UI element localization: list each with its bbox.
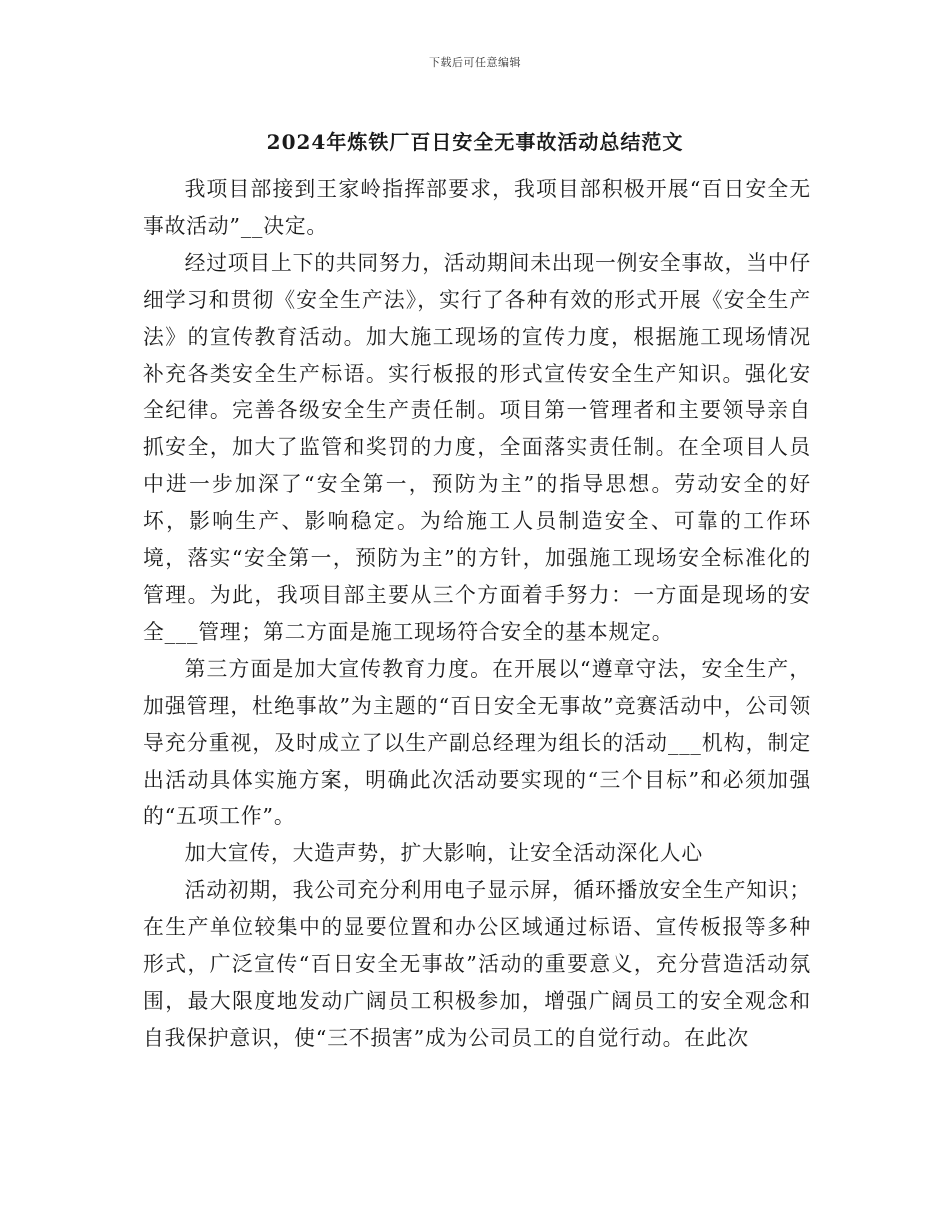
page-header-note: 下载后可任意编辑 [429,56,521,69]
document-body [143,171,811,1057]
paragraph-4: 加大宣传，大造声势，扩大影响，让安全活动深化人心 [184,841,703,866]
paragraph-1: 我项目部接到王家岭指挥部要求，我项目部积极开展“百日安全无事故活动”__决定。 [143,177,811,238]
paragraph-3: 第三方面是加大宣传教育力度。在开展以“遵章守法，安全生产，加强管理，杜绝事故”为主题的“百日安全无事故”竞赛活动中，公司领导充分重视，及时成立了以生产副总经理为组长的活动___机构，制定出活动具体实施方案，明确此次活动要实现的“三个目标”和必须加强的“五项工作”。 [143,656,811,829]
document-title: 2024年炼铁厂百日安全无事故活动总结范文 [266,130,684,154]
paragraph-2: 经过项目上下的共同努力，活动期间未出现一例安全事故，当中仔细学习和贯彻《安全生产法》，实行了各种有效的形式开展《安全生产法》的宣传教育活动。加大施工现场的宣传力度，根据施工现场情况补充各类安全生产标语。实行板报的形式宣传安全生产知识。强化安全纪律。完善各级安全生产责任制。项目第一管理者和主要领导亲自抓安全，加大了监管和奖罚的力度，全面落实责任制。在全项目人员中进一步加深了“安全第一，预防为主”的指导思想。劳动安全的好坏，影响生产、影响稳定。为给施工人员制造安全、可靠的工作环境，落实“安全第一，预防为主”的方针，加强施工现场安全标准化的管理。为此，我项目部主要从三个方面着手努力：一方面是现场的安全___管理；第二方面是施工现场符合安全的基本规定。 [143,250,811,644]
paragraph-5: 活动初期，我公司充分利用电子显示屏，循环播放安全生产知识；在生产单位较集中的显要位置和办公区域通过标语、宣传板报等多种形式，广泛宣传“百日安全无事故”活动的重要意义，充分营造活动氛围，最大限度地发动广阔员工积极参加，增强广阔员工的安全观念和自我保护意识，使“三不损害”成为公司员工的自觉行动。在此次 [143,878,811,1050]
